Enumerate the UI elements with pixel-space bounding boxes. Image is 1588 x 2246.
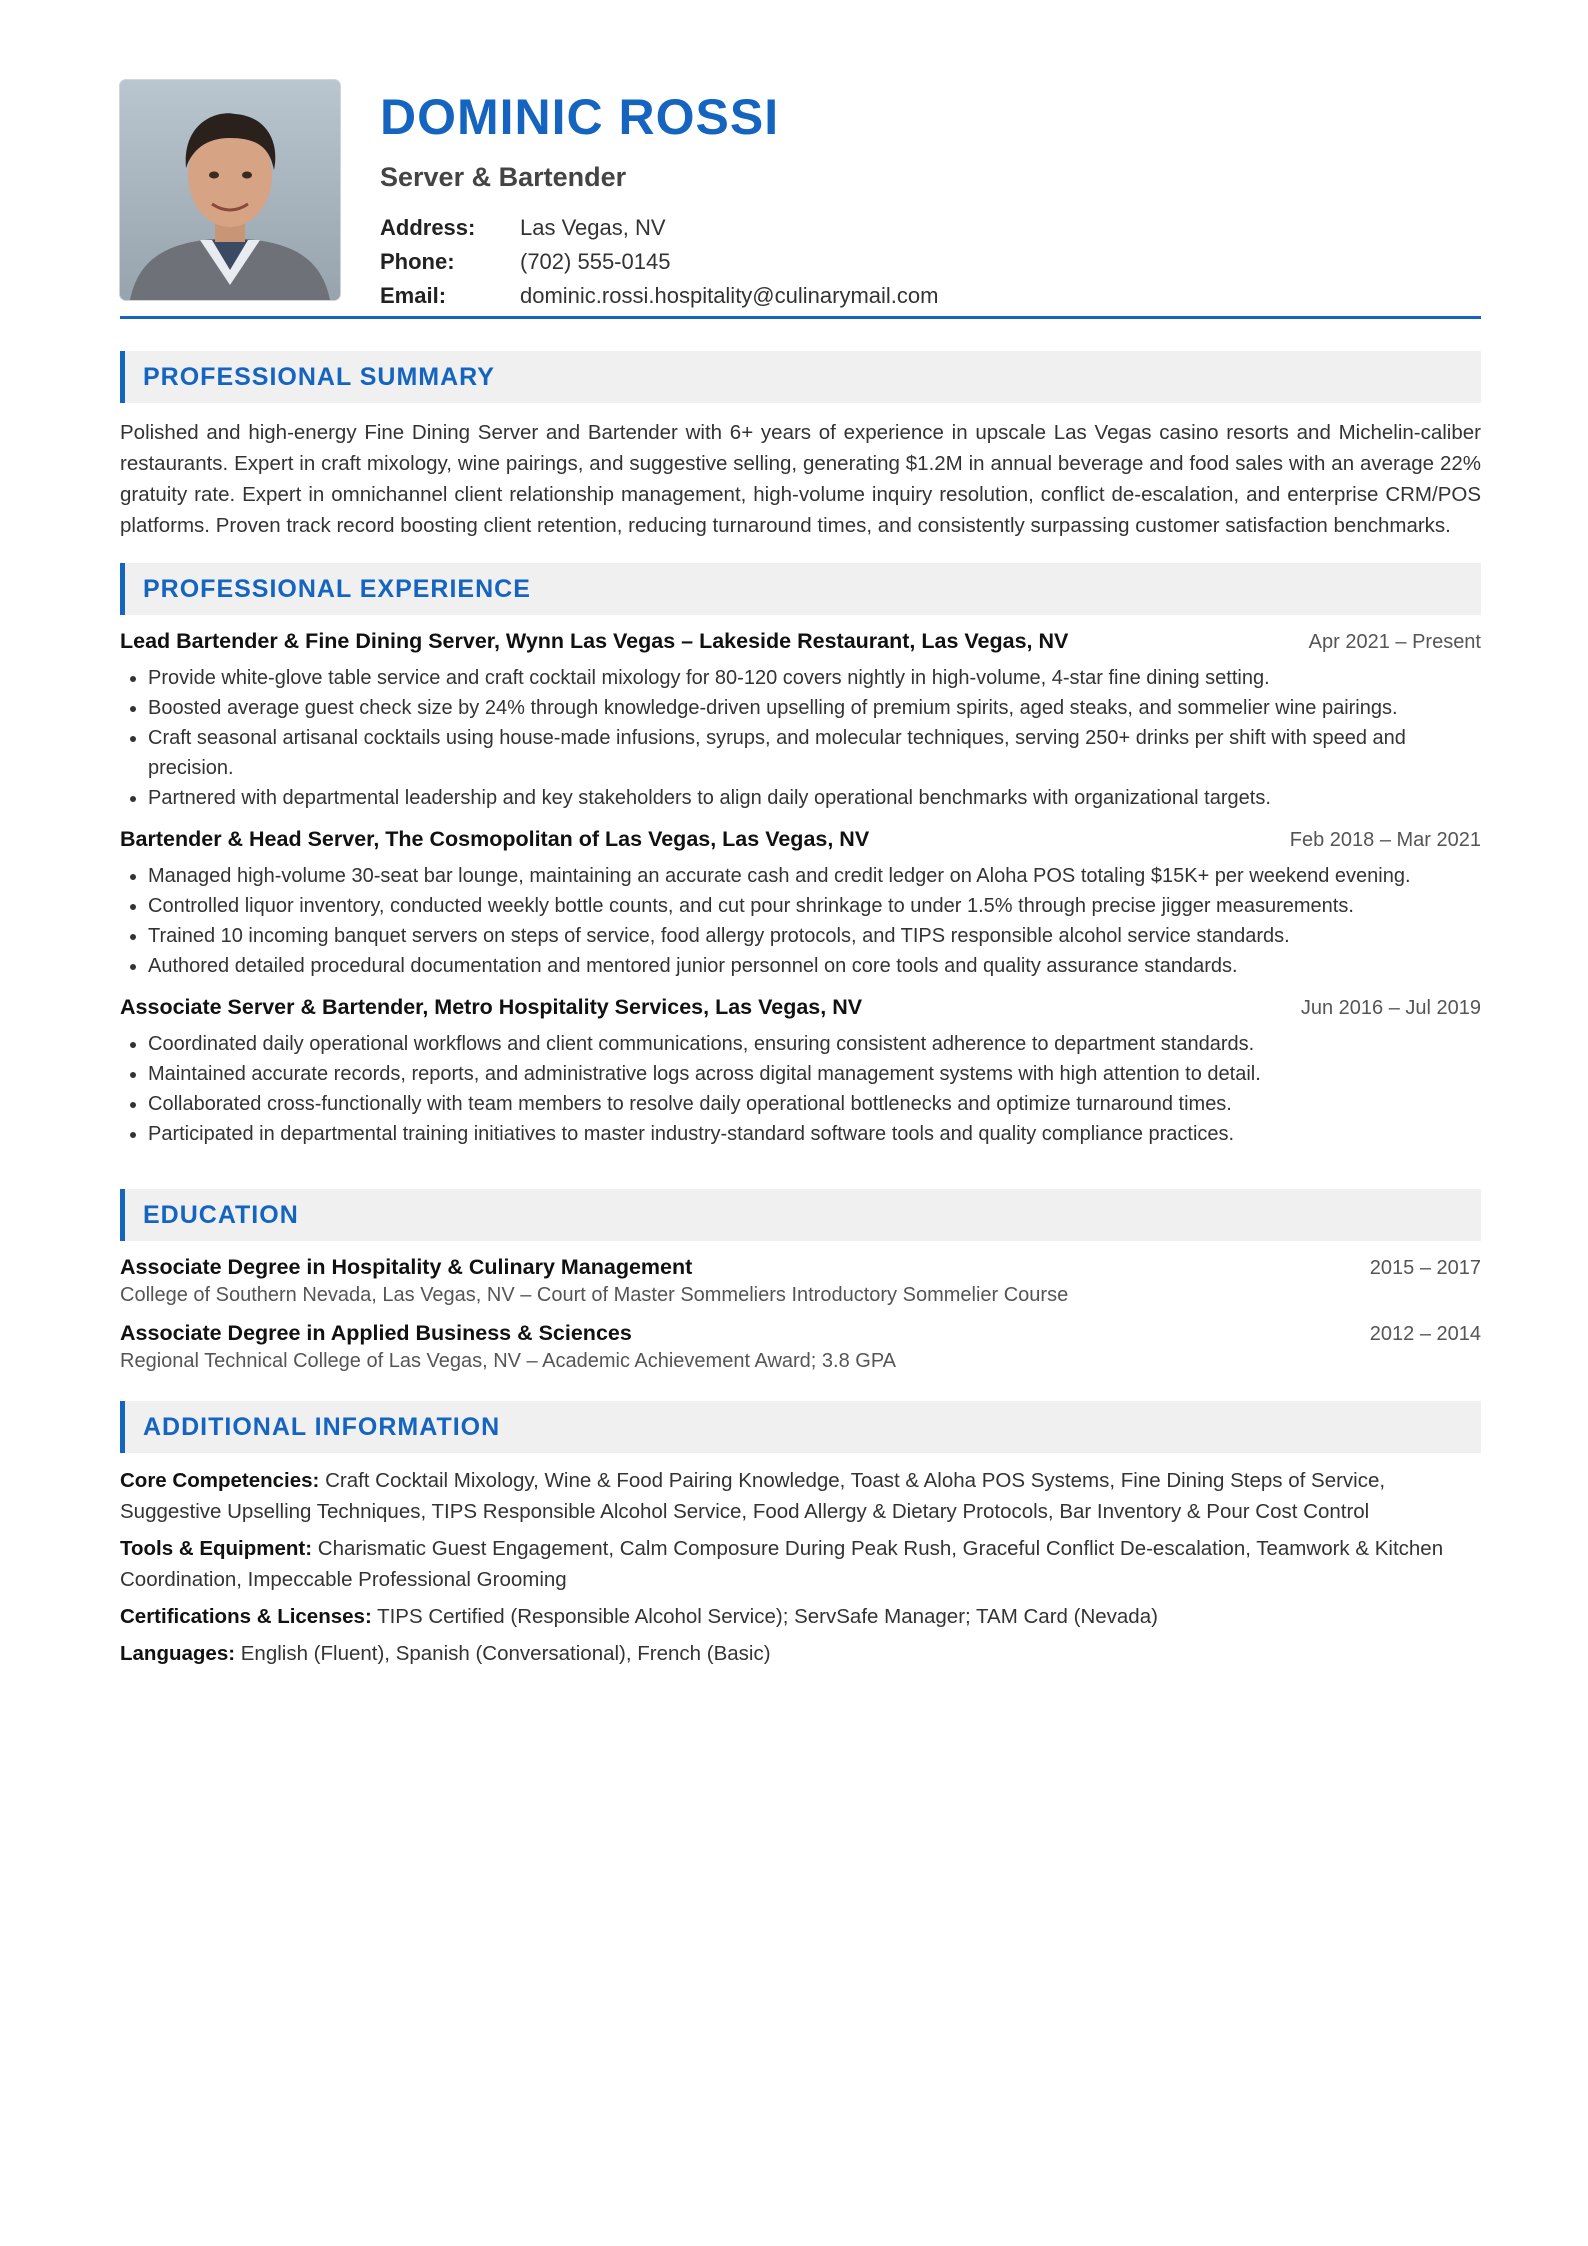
job-entry <box>120 629 1481 813</box>
job-bullets <box>120 663 1481 813</box>
additional-label: Certifications & Licenses: <box>120 1605 372 1628</box>
section-summary-heading <box>120 351 1481 403</box>
section-title: PROFESSIONAL EXPERIENCE <box>143 574 531 603</box>
degree-title: Associate Degree in Applied Business & Sciences <box>120 1321 632 1345</box>
job-bullets <box>120 861 1481 981</box>
additional-item <box>120 1465 1481 1527</box>
degree-title: Associate Degree in Hospitality & Culinary Management <box>120 1255 693 1279</box>
job-bullets <box>120 1029 1481 1149</box>
contact-block <box>380 211 938 313</box>
job-title: Lead Bartender & Fine Dining Server, Wynn Las Vegas – Lakeside Restaurant, Las Vegas, NV <box>120 629 1069 653</box>
additional-value: Charismatic Guest Engagement, Calm Composure During Peak Rush, Graceful Conflict De-escalation, Teamwork & Kitchen Coordination, Impeccable Professional Grooming <box>120 1537 1444 1591</box>
additional-item <box>120 1638 1481 1669</box>
job-bullet: • Collaborated cross-functionally with team members to resolve daily operational bottlenecks and optimize turnaround times. <box>148 1089 1481 1119</box>
job-date: Apr 2021 – Present <box>1308 631 1481 653</box>
contact-label: Phone: <box>380 249 455 274</box>
additional-item <box>120 1533 1481 1595</box>
additional-value: English (Fluent), Spanish (Conversational), French (Basic) <box>240 1642 771 1665</box>
additional-value: Craft Cocktail Mixology, Wine & Food Pairing Knowledge, Toast & Aloha POS Systems, Fine Dining Steps of Service, Suggestive Upselling Techniques, TIPS Responsible Alcohol Service, Food Allergy & Dietary Protocols, Bar Inventory & Pour Cost Control <box>120 1469 1386 1523</box>
degree-date: 2015 – 2017 <box>1369 1257 1481 1279</box>
job-bullet: • Managed high-volume 30-seat bar lounge, maintaining an accurate cash and credit ledger on Aloha POS totaling $15K+ per weekend evening. <box>148 861 1481 891</box>
section-education-heading <box>120 1189 1481 1241</box>
job-bullet: • Partnered with departmental leadership and key stakeholders to align daily operational benchmarks with organizational targets. <box>148 783 1481 813</box>
job-title: Bartender & Head Server, The Cosmopolitan of Las Vegas, Las Vegas, NV <box>120 827 870 851</box>
candidate-name: DOMINIC ROSSI <box>380 89 780 145</box>
candidate-title: Server & Bartender <box>380 162 627 192</box>
additional-label: Languages: <box>120 1642 236 1665</box>
job-bullet: • Maintained accurate records, reports, and administrative logs across digital management systems with high attention to detail. <box>148 1059 1481 1089</box>
header-divider <box>120 316 1481 319</box>
job-bullet: • Coordinated daily operational workflows and client communications, ensuring consistent adherence to department standards. <box>148 1029 1481 1059</box>
resume-header <box>120 80 1481 308</box>
job-title: Associate Server & Bartender, Metro Hospitality Services, Las Vegas, NV <box>120 995 863 1019</box>
section-title: PROFESSIONAL SUMMARY <box>143 362 495 391</box>
additional-label: Core Competencies: <box>120 1469 320 1492</box>
summary-text: Polished and high-energy Fine Dining Server and Bartender with 6+ years of experience in upscale Las Vegas casino resorts and Michelin-caliber restaurants. Expert in craft mixology, wine pairings, and suggestive selling, generating $1.2M in annual beverage and food sales with an average 22% gratuity rate. Expert in omnichannel client relationship management, high-volume inquiry resolution, conflict de-escalation, and enterprise CRM/POS platforms. Proven track record boosting client retention, reducing turnaround times, and consistently surpassing customer satisfaction benchmarks. <box>120 421 1481 537</box>
job-bullet: • Boosted average guest check size by 24% through knowledge-driven upselling of premium spirits, aged steaks, and sommelier wine pairings. <box>148 693 1481 723</box>
contact-value: (702) 555-0145 <box>520 249 671 274</box>
degree-date: 2012 – 2014 <box>1369 1323 1481 1345</box>
job-bullet: • Participated in departmental training initiatives to master industry-standard software tools and quality compliance practices. <box>148 1119 1481 1149</box>
section-title: ADDITIONAL INFORMATION <box>143 1412 501 1441</box>
contact-label: Email: <box>380 283 447 308</box>
job-date: Jun 2016 – Jul 2019 <box>1300 997 1481 1019</box>
job-date: Feb 2018 – Mar 2021 <box>1289 829 1481 851</box>
job-bullet: • Controlled liquor inventory, conducted weekly bottle counts, and cut pour shrinkage to under 1.5% through precise jigger measurements. <box>148 891 1481 921</box>
degree-detail: Regional Technical College of Las Vegas, NV – Academic Achievement Award; 3.8 GPA <box>120 1350 897 1372</box>
header-info <box>380 80 938 313</box>
degree-detail: College of Southern Nevada, Las Vegas, NV – Court of Master Sommeliers Introductory Sommelier Course <box>120 1284 1069 1306</box>
contact-address <box>380 211 938 245</box>
education-entry <box>120 1321 1481 1373</box>
section-additional-heading <box>120 1401 1481 1453</box>
contact-value[interactable]: dominic.rossi.hospitality@culinarymail.com <box>520 283 939 308</box>
additional-info <box>120 1465 1481 1669</box>
contact-label: Address: <box>380 215 476 240</box>
job-bullet: • Authored detailed procedural documentation and mentored junior personnel on core tools and quality assurance standards. <box>148 951 1481 981</box>
additional-item <box>120 1601 1481 1632</box>
contact-value: Las Vegas, NV <box>520 215 666 240</box>
job-bullet: • Craft seasonal artisanal cocktails using house-made infusions, syrups, and molecular techniques, serving 250+ drinks per shift with speed and precision. <box>148 723 1481 783</box>
job-entry <box>120 827 1481 981</box>
job-entry <box>120 995 1481 1149</box>
job-bullet: • Trained 10 incoming banquet servers on steps of service, food allergy protocols, and TIPS responsible alcohol service standards. <box>148 921 1481 951</box>
profile-photo <box>120 80 340 300</box>
job-bullet: • Provide white-glove table service and craft cocktail mixology for 80-120 covers nightly in high-volume, 4-star fine dining setting. <box>148 663 1481 693</box>
contact-phone <box>380 245 938 279</box>
portrait-illustration <box>120 80 340 300</box>
additional-value: TIPS Certified (Responsible Alcohol Service); ServSafe Manager; TAM Card (Nevada) <box>377 1605 1158 1628</box>
contact-email <box>380 279 938 313</box>
section-title: EDUCATION <box>143 1200 299 1229</box>
section-experience-heading <box>120 563 1481 615</box>
education-entry <box>120 1255 1481 1307</box>
additional-label: Tools & Equipment: <box>120 1537 313 1560</box>
